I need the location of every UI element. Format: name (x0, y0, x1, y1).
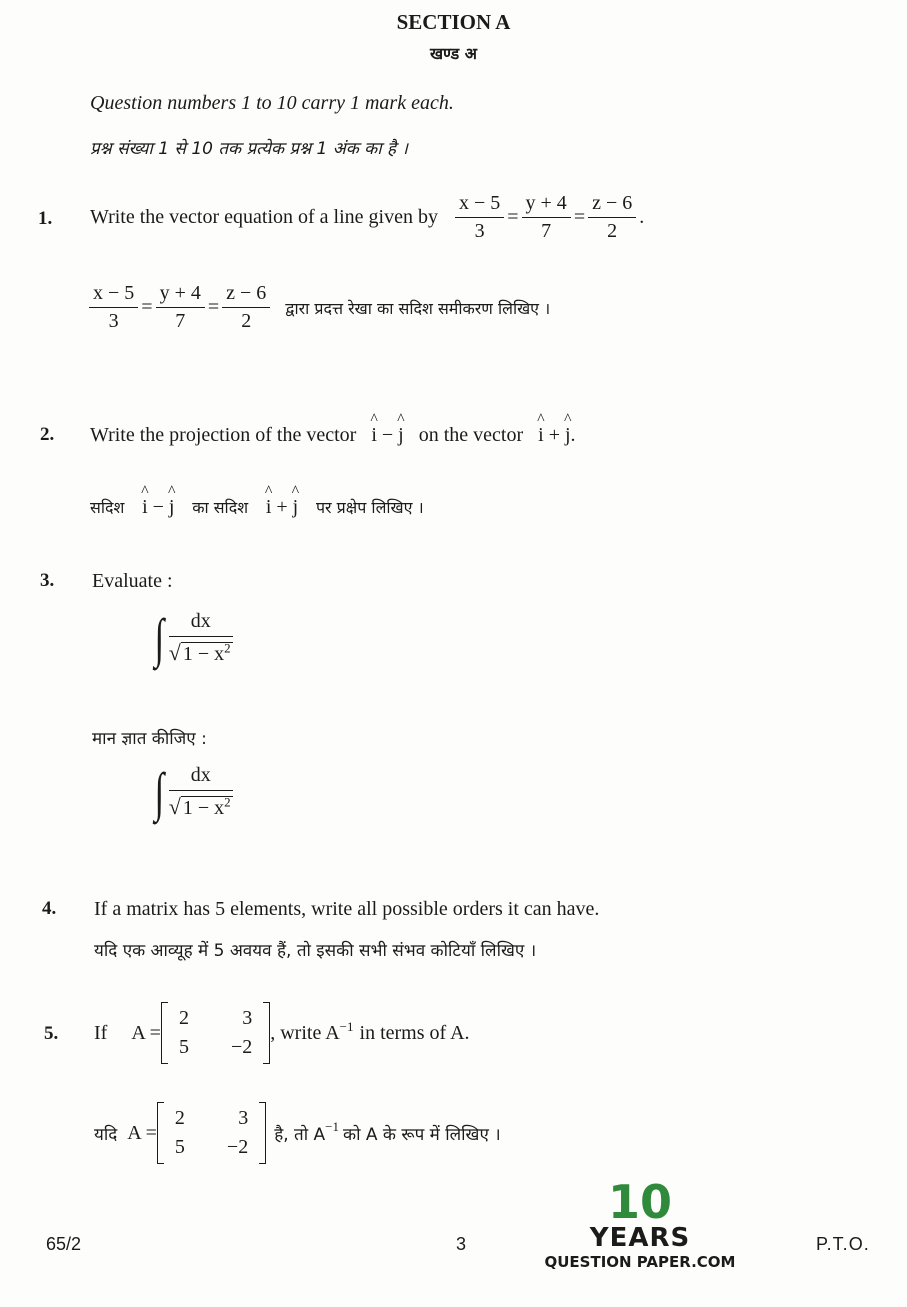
question-1-english: Write the vector equation of a line given by (90, 206, 438, 228)
vector-i-minus-j: ^ i − ^ j (371, 424, 403, 446)
question-3-english: Evaluate : (92, 570, 173, 592)
question-3-number: 3. (40, 570, 55, 591)
watermark-logo (540, 1175, 740, 1272)
question-5-number: 5. (44, 1023, 59, 1044)
instructions-english: Question numbers 1 to 10 carry 1 mark each. (90, 92, 454, 114)
watermark-site: QUESTION PAPER.COM (544, 1253, 736, 1271)
watermark-years: YEARS (589, 1223, 691, 1253)
matrix-a: 2 3 5 −2 (161, 1002, 270, 1064)
watermark-big-number: 10 (607, 1175, 672, 1229)
page-number: 3 (456, 1234, 467, 1254)
paper-code: 65/2 (46, 1234, 82, 1254)
question-5-english-line: If A = 2 3 5 −2 , write A $^{-1}$ in terms of A. (94, 1002, 470, 1064)
question-2-text: Write the projection of the vector ^ i − ^ j on the vector ^ i + ^ j. (90, 424, 576, 447)
question-1-hindi-line: $\frac{x - 5}{3}$ = $\frac{y + 4}{7}$ = $\frac{z - 6}{2}$ द्वारा प्रदत्त रेखा का सदिश समीकरण लिखिए । (86, 282, 550, 333)
question-2-hindi-line: सदिश ^ i − ^ j का सदिश ^ i + ^ j पर प्रक्षेप लिखिए । (90, 496, 424, 519)
integral-expression-2: ∫ $\frac{dx}{√ 1 - x^2}$ (154, 762, 231, 822)
question-1-text: Write the vector equation of a line given by $\frac{x - 5}{3}$ = $\frac{y + 4}{7}$ = $\frac{z - 6}{2}$ . (90, 192, 645, 242)
question-4-number: 4. (42, 898, 57, 919)
question-4-english: If a matrix has 5 elements, write all possible orders it can have. (94, 898, 600, 920)
question-5-hindi-line: यदि A = 2 3 5 −2 है, तो A $^{-1}$ को A के रूप में लिखिए । (94, 1102, 501, 1164)
fraction-y: $\frac{y + 4}{7}$ (522, 192, 571, 243)
section-title: SECTION A (396, 10, 511, 34)
fraction-z: $\frac{z - 6}{2}$ (588, 192, 636, 243)
section-title-hindi: खण्ड अ (429, 44, 478, 63)
vector-i-plus-j: ^ i + ^ j. (538, 424, 575, 446)
pto-label: P.T.O. (816, 1234, 870, 1254)
question-4-hindi: यदि एक आव्यूह में 5 अवयव हैं, तो इसकी सभी संभव कोटियाँ लिखिए । (94, 941, 537, 961)
question-1-hindi: द्वारा प्रदत्त रेखा का सदिश समीकरण लिखिए । (285, 298, 551, 318)
question-1-number: 1. (38, 208, 53, 229)
question-3-hindi: मान ज्ञात कीजिए : (92, 729, 207, 749)
fraction-x: $\frac{x - 5}{3}$ (455, 192, 504, 243)
question-2-number: 2. (40, 424, 55, 445)
instructions-hindi: प्रश्न संख्या 1 से 10 तक प्रत्येक प्रश्न 1 अंक का है । (90, 139, 408, 159)
integral-expression-1: ∫ $\frac{dx}{√ 1 - x^2}$ (154, 608, 231, 668)
